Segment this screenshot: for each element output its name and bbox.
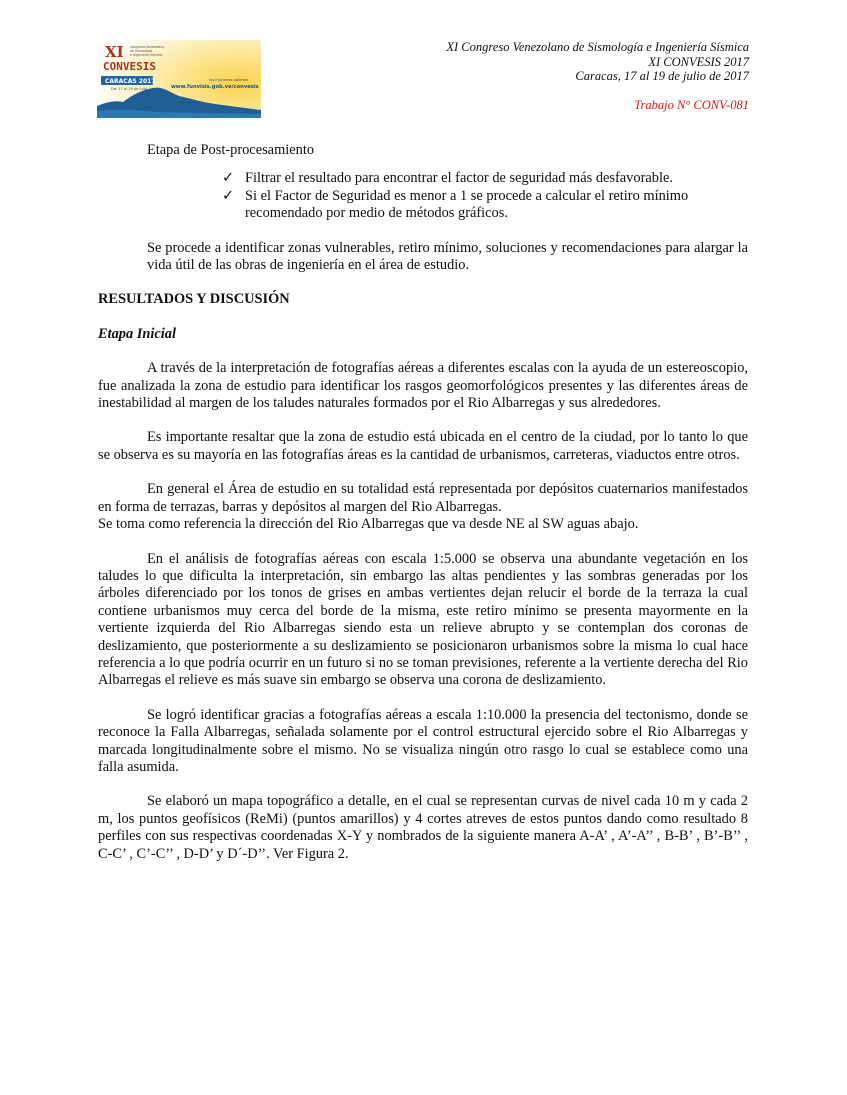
- logo-small-1: Congreso Venezolano: [130, 45, 165, 49]
- check-item-text: Si el Factor de Seguridad es menor a 1 se procede a calcular el retiro mínimo recomendado por medio de métodos gráficos.: [245, 187, 689, 222]
- paragraph: Se toma como referencia la dirección del Rio Albarregas que va desde NE al SW aguas abajo.: [98, 516, 639, 533]
- check-item-text: Filtrar el resultado para encontrar el factor de seguridad más desfavorable.: [245, 170, 673, 187]
- paragraph: A través de la interpretación de fotografías aéreas a diferentes escalas con la ayuda de un estereoscopio, fue analizada la zona de estudio para identificar los rasgos geomorfológicos presentes y las diferentes áreas de inestabilidad al margen de los taludes naturales formados por el Rio Albarregas y sus alrededores.: [98, 360, 748, 412]
- paragraph: Se elaboró un mapa topográfico a detalle, en el cual se representan curvas de nivel cada 10 m y cada 2 m, los puntos geofísicos (ReMi) (puntos amarillos) y 4 cortes atreves de estos puntos dando como resultado 8 perfiles con sus respectivas coordenadas X-Y y nombrados de la siguiente manera A-A’ , A’-A’’ , B-B’ , B’-B’’ , C-C’ , C’-C’’ , D-D’ y D´-D’’. Ver Figura 2.: [98, 793, 748, 862]
- paragraph-identificar: Se procede a identificar zonas vulnerables, retiro mínimo, soluciones y recomendaciones para alargar la vida útil de las obras de ingeniería en el área de estudio.: [147, 239, 748, 274]
- convesis-logo-graphic: [97, 40, 261, 118]
- check-list: [98, 170, 748, 222]
- page-header: [446, 40, 749, 112]
- paragraph: En el análisis de fotografías aéreas con escala 1:5.000 se observa una abundante vegetación en los taludes lo que dificulta la interpretación, sin embargo las altas pendientes y las sombras generadas por los árboles diferenciado por los tonos de grises en ambas vertientes dejan relucir el borde de la terraza la cual contiene urbanismos muy cerca del borde de la misma, este retiro mínimo se presenta mayormente en la vertiente izquierda del Rio Albarregas siendo esta un relieve abrupto y se contemplan dos coronas de deslizamiento, que posteriormente a su deslizamiento se posicionaron urbanismos sobre la misma lo cual hace referencia a lo que podría ocurrir en un futuro si no se toman previsiones, referente a la vertiente derecha del Rio Albarregas el relieve es más suave sin embargo se observa una corona de deslizamiento.: [98, 550, 748, 689]
- logo-small-2: de Sismología: [130, 49, 153, 53]
- paragraph: Se logró identificar gracias a fotografías aéreas a escala 1:10.000 la presencia del tectonismo, donde se reconoce la Falla Albarregas, señalada solamente por el control estructural ejercido sobre el Rio Albarregas y marcada longitudinalmente sobre el mismo. No se visualiza ningún otro rasgo lo cual se establece como una falla asumida.: [98, 706, 748, 775]
- logo-convesis: CONVESIS: [103, 60, 156, 73]
- logo-xi: XI: [105, 43, 124, 61]
- check-item: [222, 170, 748, 187]
- subsection-title: Etapa Inicial: [98, 325, 176, 342]
- paragraph: En general el Área de estudio en su totalidad está representada por depósitos cuaternarios manifestados en forma de terrazas, barras y depósitos al margen del Rio Albarregas.: [98, 481, 748, 515]
- logo-inscriptions: inscripciones abiertas: [209, 78, 249, 82]
- convesis-logo: [97, 40, 261, 118]
- header-congress-line: XI Congreso Venezolano de Sismología e Ingeniería Sísmica: [446, 40, 749, 54]
- header-date-line: Caracas, 17 al 19 de julio de 2017: [575, 69, 749, 83]
- section-title: RESULTADOS Y DISCUSIÓN: [98, 291, 290, 308]
- logo-dates: Del 17 al 19 de julio: [111, 87, 147, 91]
- checkmark-icon: ✓: [222, 170, 235, 187]
- page-content: [98, 142, 748, 863]
- logo-url: www.funvisis.gob.ve/convesis: [171, 84, 259, 90]
- paragraph: Es importante resaltar que la zona de estudio está ubicada en el centro de la ciudad, por lo tanto lo que se observa es su mayoría en las fotografías áreas es la cantidad de urbanismos, carreteras, viaductos entre otros.: [98, 429, 748, 463]
- checkmark-icon: ✓: [222, 187, 235, 204]
- post-processing-heading: Etapa de Post-procesamiento: [147, 142, 315, 158]
- logo-banner: CARACAS 2017: [105, 78, 156, 85]
- check-item: [222, 188, 748, 223]
- logo-small-3: e Ingeniería Sísmica: [130, 53, 163, 57]
- header-convesis-line: XI CONVESIS 2017: [648, 54, 749, 69]
- header-trabajo-number: Trabajo N° CONV-081: [634, 97, 749, 112]
